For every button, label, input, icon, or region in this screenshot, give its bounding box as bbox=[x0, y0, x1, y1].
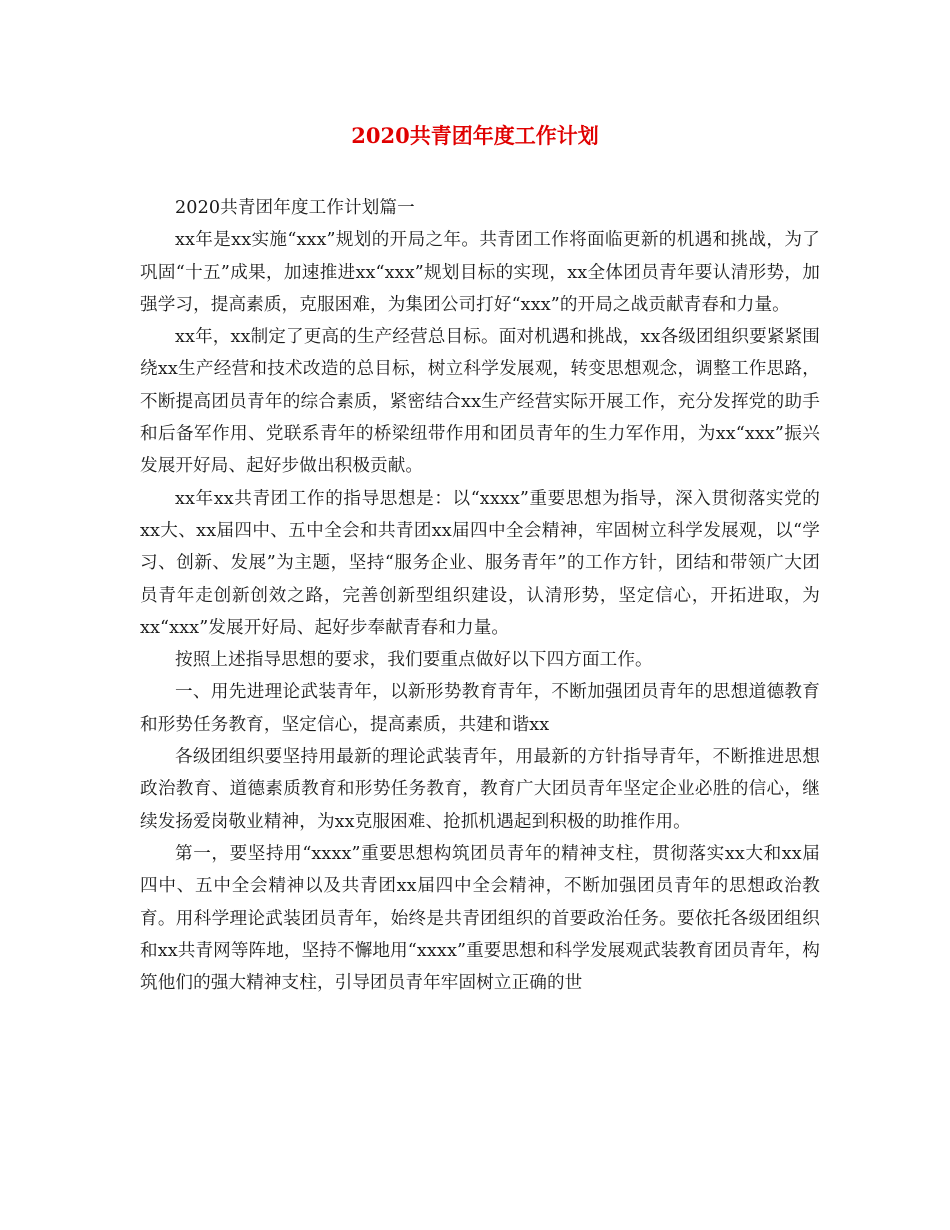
section-heading: 一、用先进理论武装青年，以新形势教育青年，不断加强团员青年的思想道德教育和形势任务教育，坚定信心，提高素质，共建和谐xx bbox=[140, 682, 820, 735]
paragraph: 按照上述指导思想的要求，我们要重点做好以下四方面工作。 bbox=[175, 650, 653, 671]
document-body bbox=[140, 192, 820, 999]
paragraph: xx年，xx制定了更高的生产经营总目标。面对机遇和挑战，xx各级团组织要紧紧围绕xx生产经营和技术改造的总目标，树立科学发展观，转变思想观念，调整工作思路，不断提高团员青年的综合素质，紧密结合xx生产经营实际开展工作，充分发挥党的助手和后备军作用、党联系青年的桥梁纽带作用和团员青年的生力军作用，为xx“xxx”振兴发展开好局、起好步做出积极贡献。 bbox=[140, 327, 820, 477]
paragraph: 第一，要坚持用“xxxx”重要思想构筑团员青年的精神支柱，贯彻落实xx大和xx届四中、五中全会精神以及共青团xx届四中全会精神，不断加强团员青年的思想政治教育。用科学理论武装团员青年，始终是共青团组织的首要政治任务。要依托各级团组织和xx共青网等阵地，坚持不懈地用“xxxx”重要思想和科学发展观武装教育团员青年，构筑他们的强大精神支柱，引导团员青年牢固树立正确的世 bbox=[140, 843, 820, 994]
paragraph: xx年xx共青团工作的指导思想是：以“xxxx”重要思想为指导，深入贯彻落实党的xx大、xx届四中、五中全会和共青团xx届四中全会精神，牢固树立科学发展观，以“学习、创新、发展”为主题，坚持“服务企业、服务青年”的工作方针，团结和带领广大团员青年走创新创效之路，完善创新型组织建设，认清形势，坚定信心，开拓进取，为xx“xxx”发展开好局、起好步奉献青春和力量。 bbox=[140, 488, 820, 638]
document-title: 2020共青团年度工作计划 bbox=[351, 123, 599, 148]
paragraph: xx年是xx实施“xxx”规划的开局之年。共青团工作将面临更新的机遇和挑战，为了巩固“十五”成果，加速推进xx“xxx”规划目标的实现，xx全体团员青年要认清形势，加强学习，提高素质，克服困难，为集团公司打好“xxx”的开局之战贡献青春和力量。 bbox=[140, 230, 820, 315]
paragraph: 各级团组织要坚持用最新的理论武装青年，用最新的方针指导青年，不断推进思想政治教育、道德素质教育和形势任务教育，教育广大团员青年坚定企业必胜的信心，继续发扬爱岗敬业精神，为xx克服困难、抢抓机遇起到积极的助推作用。 bbox=[140, 747, 820, 832]
paragraph-subtitle: 2020共青团年度工作计划篇一 bbox=[175, 198, 415, 218]
